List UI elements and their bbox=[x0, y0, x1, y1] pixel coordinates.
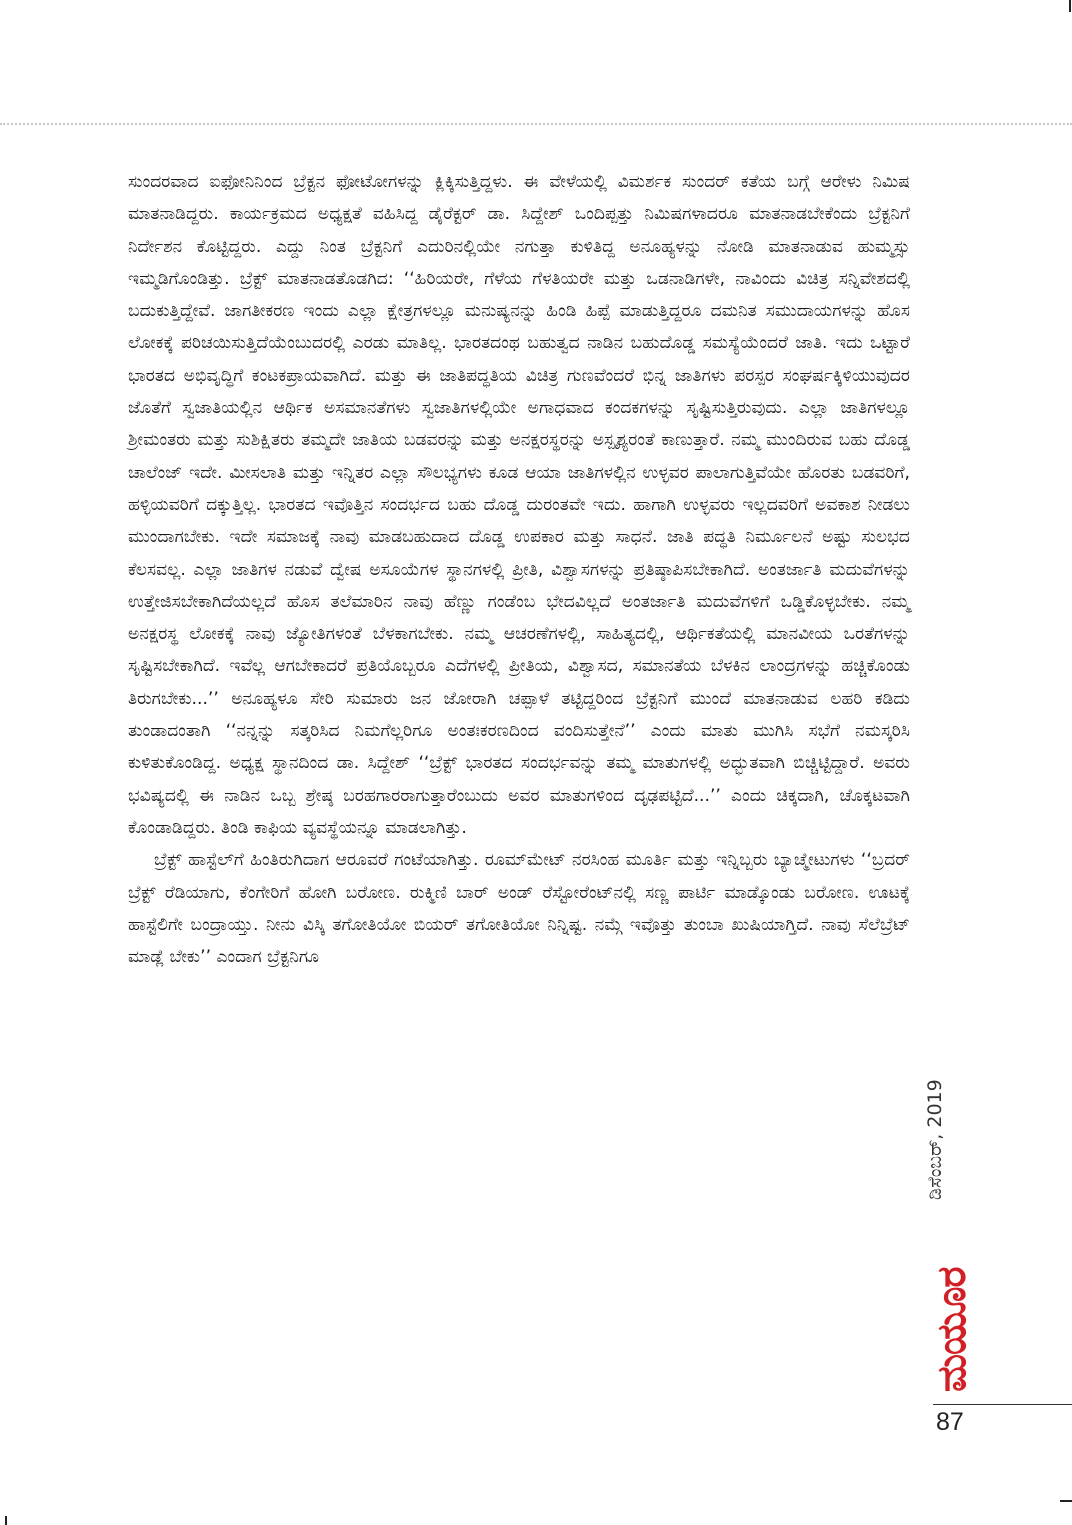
article-body bbox=[128, 166, 910, 973]
magazine-logo: ಮಯೂರ bbox=[929, 1267, 975, 1392]
crop-mark-bottom-left bbox=[5, 1516, 7, 1525]
crop-mark-bottom-right-horizontal bbox=[1060, 1500, 1072, 1502]
issue-date: ಡಿಸೆಂಬರ್, 2019 bbox=[924, 1079, 946, 1200]
article-paragraph: ಬ್ರೆಕ್ಟ್ ಹಾಸ್ಟೆಲ್‌ಗೆ ಹಿಂತಿರುಗಿದಾಗ ಆರೂವರೆ ಗಂಟೆಯಾಗಿತ್ತು. ರೂಮ್‌ಮೇಟ್ ನರಸಿಂಹ ಮೂರ್ತಿ ಮತ್ತು ಇನ್ನಿಬ್ಬರು ಬ್ಯಾಚ್ಮೇಟುಗಳು ‘‘ಬ್ರದರ್ ಬ್ರೆಕ್ಟ್ ರೆಡಿಯಾಗು, ಕೆಂಗೇರಿಗೆ ಹೋಗಿ ಬರೋಣ. ರುಕ್ಮಿಣಿ ಬಾರ್ ಅಂಡ್ ರೆಸ್ಟೋರೆಂಟ್‌ನಲ್ಲಿ ಸಣ್ಣ ಪಾರ್ಟಿ ಮಾಡ್ಕೊಂಡು ಬರೋಣ. ಊಟಕ್ಕೆ ಹಾಸ್ಟೆಲಿಗೇ ಬಂದ್ರಾಯ್ತು. ನೀನು ವಿಸ್ಕಿ ತಗೋತಿಯೋ ಬಿಯರ್ ತಗೋತಿಯೋ ನಿನ್ನಿಷ್ಟ. ನಮ್ಗೆ ಇವೊತ್ತು ತುಂಬಾ ಖುಷಿಯಾಗ್ತಿದೆ. ನಾವು ಸೆಲೆಬ್ರೆಟ್ ಮಾಡ್ಲೆ ಬೇಕು’’ ಎಂದಾಗ ಬ್ರೆಕ್ಟನಿಗೂ bbox=[128, 850, 910, 968]
crop-mark-top-right bbox=[1069, 0, 1071, 12]
header-dotted-divider bbox=[0, 123, 1072, 125]
article-paragraph: ಸುಂದರವಾದ ಐಫೋನಿನಿಂದ ಬ್ರೆಕ್ಟನ ಫೋಟೋಗಳನ್ನು ಕ್ಲಿಕ್ಕಿಸುತ್ತಿದ್ದಳು. ಈ ವೇಳೆಯಲ್ಲಿ ವಿಮರ್ಶಕ ಸುಂದರ್ ಕತೆಯ ಬಗ್ಗೆ ಆರೇಳು ನಿಮಿಷ ಮಾತನಾಡಿದ್ದರು. ಕಾರ್ಯಕ್ರಮದ ಅಧ್ಯಕ್ಷತೆ ವಹಿಸಿದ್ದ ಡೈರೆಕ್ಟರ್ ಡಾ. ಸಿದ್ದೇಶ್ ಒಂದಿಪ್ಪತ್ತು ನಿಮಿಷಗಳಾದರೂ ಮಾತನಾಡಬೇಕೆಂದು ಬ್ರೆಕ್ಟನಿಗೆ ನಿರ್ದೇಶನ ಕೊಟ್ಟಿದ್ದರು. ಎದ್ದು ನಿಂತ ಬ್ರೆಕ್ಟನಿಗೆ ಎದುರಿನಲ್ಲಿಯೇ ನಗುತ್ತಾ ಕುಳಿತಿದ್ದ ಅನೂಹ್ಯಳನ್ನು ನೋಡಿ ಮಾತನಾಡುವ ಹುಮ್ಮಸ್ಸು ಇಮ್ಮಡಿಗೊಂಡಿತ್ತು. ಬ್ರೆಕ್ಟ್ ಮಾತನಾಡತೊಡಗಿದ: ‘‘ಹಿರಿಯರೇ, ಗೆಳೆಯ ಗೆಳತಿಯರೇ ಮತ್ತು ಒಡನಾಡಿಗಳೇ, ನಾವಿಂದು ವಿಚಿತ್ರ ಸನ್ನಿವೇಶದಲ್ಲಿ ಬದುಕುತ್ತಿದ್ದೇವೆ. ಜಾಗತೀಕರಣ ಇಂದು ಎಲ್ಲಾ ಕ್ಷೇತ್ರಗಳಲ್ಲೂ ಮನುಷ್ಯನನ್ನು ಹಿಂಡಿ ಹಿಪ್ಪೆ ಮಾಡುತ್ತಿದ್ದರೂ ದಮನಿತ ಸಮುದಾಯಗಳನ್ನು ಹೊಸ ಲೋಕಕ್ಕೆ ಪರಿಚಯಿಸುತ್ತಿದೆಯೆಂಬುದರಲ್ಲಿ ಎರಡು ಮಾತಿಲ್ಲ. ಭಾರತದಂಥ ಬಹುತ್ವದ ನಾಡಿನ ಬಹುದೊಡ್ಡ ಸಮಸ್ಯೆಯೆಂದರೆ ಜಾತಿ. ಇದು ಒಟ್ಟಾರೆ ಭಾರತದ ಅಭಿವೃದ್ಧಿಗೆ ಕಂಟಕಪ್ರಾಯವಾಗಿದೆ. ಮತ್ತು ಈ ಜಾತಿಪದ್ಧತಿಯ ವಿಚಿತ್ರ ಗುಣವೆಂದರೆ ಭಿನ್ನ ಜಾತಿಗಳು ಪರಸ್ಪರ ಸಂಘರ್ಷಕ್ಕಿಳಿಯುವುದರ ಜೊತೆಗೆ ಸ್ವಜಾತಿಯಲ್ಲಿನ ಆರ್ಥಿಕ ಅಸಮಾನತೆಗಳು ಸ್ವಜಾತಿಗಳಲ್ಲಿಯೇ ಅಗಾಧವಾದ ಕಂದಕಗಳನ್ನು ಸೃಷ್ಟಿಸುತ್ತಿರುವುದು. ಎಲ್ಲಾ ಜಾತಿಗಳಲ್ಲೂ ಶ್ರೀಮಂತರು ಮತ್ತು ಸುಶಿಕ್ಷಿತರು ತಮ್ಮದೇ ಜಾತಿಯ ಬಡವರನ್ನು ಮತ್ತು ಅನಕ್ಷರಸ್ಥರನ್ನು ಅಸ್ಪೃಶ್ಯರಂತೆ ಕಾಣುತ್ತಾರೆ. ನಮ್ಮ ಮುಂದಿರುವ ಬಹು ದೊಡ್ಡ ಚಾಲೆಂಜ್ ಇದೇ. ಮೀಸಲಾತಿ ಮತ್ತು ಇನ್ನಿತರ ಎಲ್ಲಾ ಸೌಲಭ್ಯಗಳು ಕೂಡ ಆಯಾ ಜಾತಿಗಳಲ್ಲಿನ ಉಳ್ಳವರ ಪಾಲಾಗುತ್ತಿವೆಯೇ ಹೊರತು ಬಡವರಿಗೆ, ಹಳ್ಳಿಯವರಿಗೆ ದಕ್ಕುತ್ತಿಲ್ಲ. ಭಾರತದ ಇವೊತ್ತಿನ ಸಂದರ್ಭದ ಬಹು ದೊಡ್ಡ ದುರಂತವೇ ಇದು. ಹಾಗಾಗಿ ಉಳ್ಳವರು ಇಲ್ಲದವರಿಗೆ ಅವಕಾಶ ನೀಡಲು ಮುಂದಾಗಬೇಕು. ಇದೇ ಸಮಾಜಕ್ಕೆ ನಾವು ಮಾಡಬಹುದಾದ ದೊಡ್ಡ ಉಪಕಾರ ಮತ್ತು ಸಾಧನೆ. ಜಾತಿ ಪದ್ಧತಿ ನಿರ್ಮೂಲನೆ ಅಷ್ಟು ಸುಲಭದ ಕೆಲಸವಲ್ಲ. ಎಲ್ಲಾ ಜಾತಿಗಳ ನಡುವೆ ದ್ವೇಷ ಅಸೂಯೆಗಳ ಸ್ಥಾನಗಳಲ್ಲಿ ಪ್ರೀತಿ, ವಿಶ್ವಾಸಗಳನ್ನು ಪ್ರತಿಷ್ಠಾಪಿಸಬೇಕಾಗಿದೆ. ಅಂತರ್ಜಾತಿ ಮದುವೆಗಳನ್ನು ಉತ್ತೇಜಿಸಬೇಕಾಗಿದೆಯಲ್ಲದೆ ಹೊಸ ತಲೆಮಾರಿನ ನಾವು ಹೆಣ್ಣು ಗಂಡೆಂಬ ಭೇದವಿಲ್ಲದೆ ಅಂತರ್ಜಾತಿ ಮದುವೆಗಳಿಗೆ ಒಡ್ಡಿಕೊಳ್ಳಬೇಕು. ನಮ್ಮ ಅನಕ್ಷರಸ್ಥ ಲೋಕಕ್ಕೆ ನಾವು ಜ್ಯೋತಿಗಳಂತೆ ಬೆಳಕಾಗಬೇಕು. ನಮ್ಮ ಆಚರಣೆಗಳಲ್ಲಿ, ಸಾಹಿತ್ಯದಲ್ಲಿ, ಆರ್ಥಿಕತೆಯಲ್ಲಿ ಮಾನವೀಯ ಒರತೆಗಳನ್ನು ಸೃಷ್ಟಿಸಬೇಕಾಗಿದೆ. ಇವೆಲ್ಲ ಆಗಬೇಕಾದರೆ ಪ್ರತಿಯೊಬ್ಬರೂ ಎದೆಗಳಲ್ಲಿ ಪ್ರೀತಿಯ, ವಿಶ್ವಾಸದ, ಸಮಾನತೆಯ ಬೆಳಕಿನ ಲಾಂದ್ರಗಳನ್ನು ಹಚ್ಚಿಕೊಂಡು ತಿರುಗಬೇಕು...’’ ಅನೂಹ್ಯಳೂ ಸೇರಿ ಸುಮಾರು ಜನ ಜೋರಾಗಿ ಚಪ್ಪಾಳೆ ತಟ್ಟಿದ್ದರಿಂದ ಬ್ರೆಕ್ಟನಿಗೆ ಮುಂದೆ ಮಾತನಾಡುವ ಲಹರಿ ಕಡಿದು ತುಂಡಾದಂತಾಗಿ ‘‘ನನ್ನನ್ನು ಸತ್ಕರಿಸಿದ ನಿಮಗೆಲ್ಲರಿಗೂ ಅಂತಃಕರಣದಿಂದ ವಂದಿಸುತ್ತೇನೆ’’ ಎಂದು ಮಾತು ಮುಗಿಸಿ ಸಭೆಗೆ ನಮಸ್ಕರಿಸಿ ಕುಳಿತುಕೊಂಡಿದ್ದ. ಅಧ್ಯಕ್ಷ ಸ್ಥಾನದಿಂದ ಡಾ. ಸಿದ್ದೇಶ್ ‘‘ಬ್ರೆಕ್ಟ್ ಭಾರತದ ಸಂದರ್ಭವನ್ನು ತಮ್ಮ ಮಾತುಗಳಲ್ಲಿ ಅದ್ಭುತವಾಗಿ ಬಿಚ್ಚಿಟ್ಟಿದ್ದಾರೆ. ಅವರು ಭವಿಷ್ಯದಲ್ಲಿ ಈ ನಾಡಿನ ಒಬ್ಬ ಶ್ರೇಷ್ಠ ಬರಹಗಾರರಾಗುತ್ತಾರೆಂಬುದು ಅವರ ಮಾತುಗಳಿಂದ ದೃಢಪಟ್ಟಿದೆ...’’ ಎಂದು ಚಿಕ್ಕದಾಗಿ, ಚೊಕ್ಕಟವಾಗಿ ಕೊಂಡಾಡಿದ್ದರು. ತಿಂಡಿ ಕಾಫಿಯ ವ್ಯವಸ್ಥೆಯನ್ನೂ ಮಾಡಲಾಗಿತ್ತು. bbox=[128, 172, 910, 838]
page-number-rule bbox=[933, 1404, 1072, 1405]
page-number: 87 bbox=[936, 1408, 964, 1436]
